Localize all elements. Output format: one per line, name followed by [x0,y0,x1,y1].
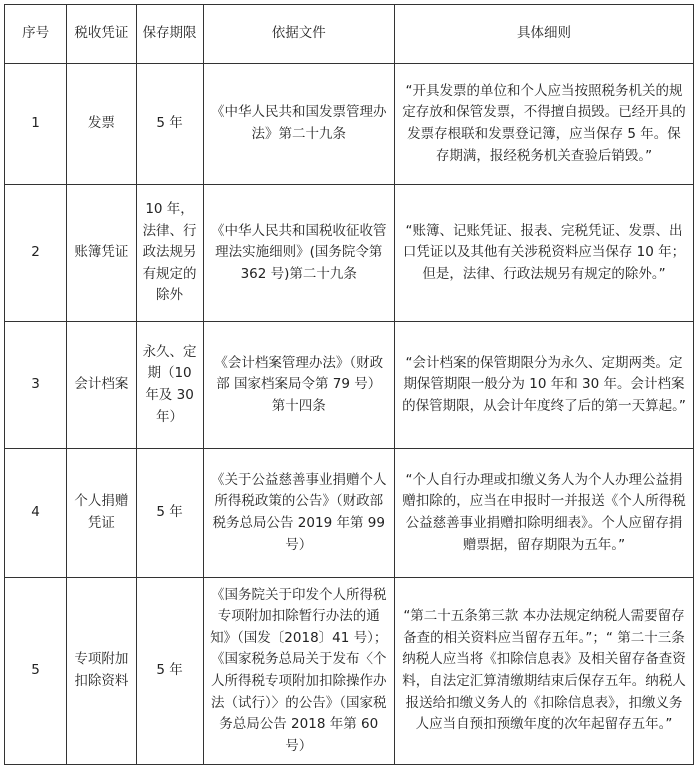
cell-basis: 《会计档案管理办法》（财政部 国家档案局令第 79 号）第十四条 [203,322,394,449]
table-row [5,185,694,322]
header-period: 保存期限 [136,5,203,64]
cell-basis: 《中华人民共和国税收征收管理法实施细则》(国务院令第 362 号)第二十九条 [203,185,394,322]
cell-voucher: 专项附加扣除资料 [67,578,136,765]
cell-detail: “会计档案的保管期限分为永久、定期两类。定期保管期限一般分为 10 年和 30 年。会计档案的保管期限，从会计年度终了后的第一天算起。” [394,322,693,449]
cell-basis: 《国务院关于印发个人所得税专项附加扣除暂行办法的通知》（国发〔2018〕41 号）；《国家税务总局关于发布〈个人所得税专项附加扣除操作办法（试行）〉的公告》（国家税务总局公告 2018 年第 60 号） [203,578,394,765]
cell-basis: 《关于公益慈善事业捐赠个人所得税政策的公告》（财政部 税务总局公告 2019 年第 99 号） [203,449,394,578]
cell-voucher: 个人捐赠凭证 [67,449,136,578]
cell-period: 5 年 [136,449,203,578]
tax-voucher-retention-table [4,4,694,765]
cell-detail: “个人自行办理或扣缴义务人为个人办理公益捐赠扣除的，应当在申报时一并报送《个人所得税公益慈善事业捐赠扣除明细表》。个人应留存捐赠票据，留存期限为五年。” [394,449,693,578]
header-detail: 具体细则 [394,5,693,64]
cell-index: 2 [5,185,67,322]
table-row [5,449,694,578]
cell-voucher: 账簿凭证 [67,185,136,322]
cell-detail: “账簿、记账凭证、报表、完税凭证、发票、出口凭证以及其他有关涉税资料应当保存 10 年；但是，法律、行政法规另有规定的除外。” [394,185,693,322]
table-row [5,64,694,185]
cell-detail: “第二十五条第三款 本办法规定纳税人需要留存备查的相关资料应当留存五年。”；“ 第二十三条 纳税人应当将《扣除信息表》及相关留存备查资料，自法定汇算清缴期结束后保存五年。纳税人报送给扣缴义务人的《扣除信息表》，扣缴义务人应当自预扣预缴年度的次年起留存五年。” [394,578,693,765]
cell-voucher: 会计档案 [67,322,136,449]
cell-voucher: 发票 [67,64,136,185]
cell-period: 5 年 [136,578,203,765]
cell-index: 3 [5,322,67,449]
header-voucher: 税收凭证 [67,5,136,64]
table-row [5,322,694,449]
header-index: 序号 [5,5,67,64]
cell-basis: 《中华人民共和国发票管理办法》第二十九条 [203,64,394,185]
cell-index: 4 [5,449,67,578]
cell-index: 1 [5,64,67,185]
header-basis: 依据文件 [203,5,394,64]
table-row [5,578,694,765]
cell-period: 10 年，法律、行政法规另有规定的除外 [136,185,203,322]
cell-period: 永久、定期（10 年及 30 年） [136,322,203,449]
cell-index: 5 [5,578,67,765]
table-header-row [5,5,694,64]
cell-detail: “开具发票的单位和个人应当按照税务机关的规定存放和保管发票，不得擅自损毁。已经开具的发票存根联和发票登记簿，应当保存 5 年。保存期满，报经税务机关查验后销毁。” [394,64,693,185]
cell-period: 5 年 [136,64,203,185]
